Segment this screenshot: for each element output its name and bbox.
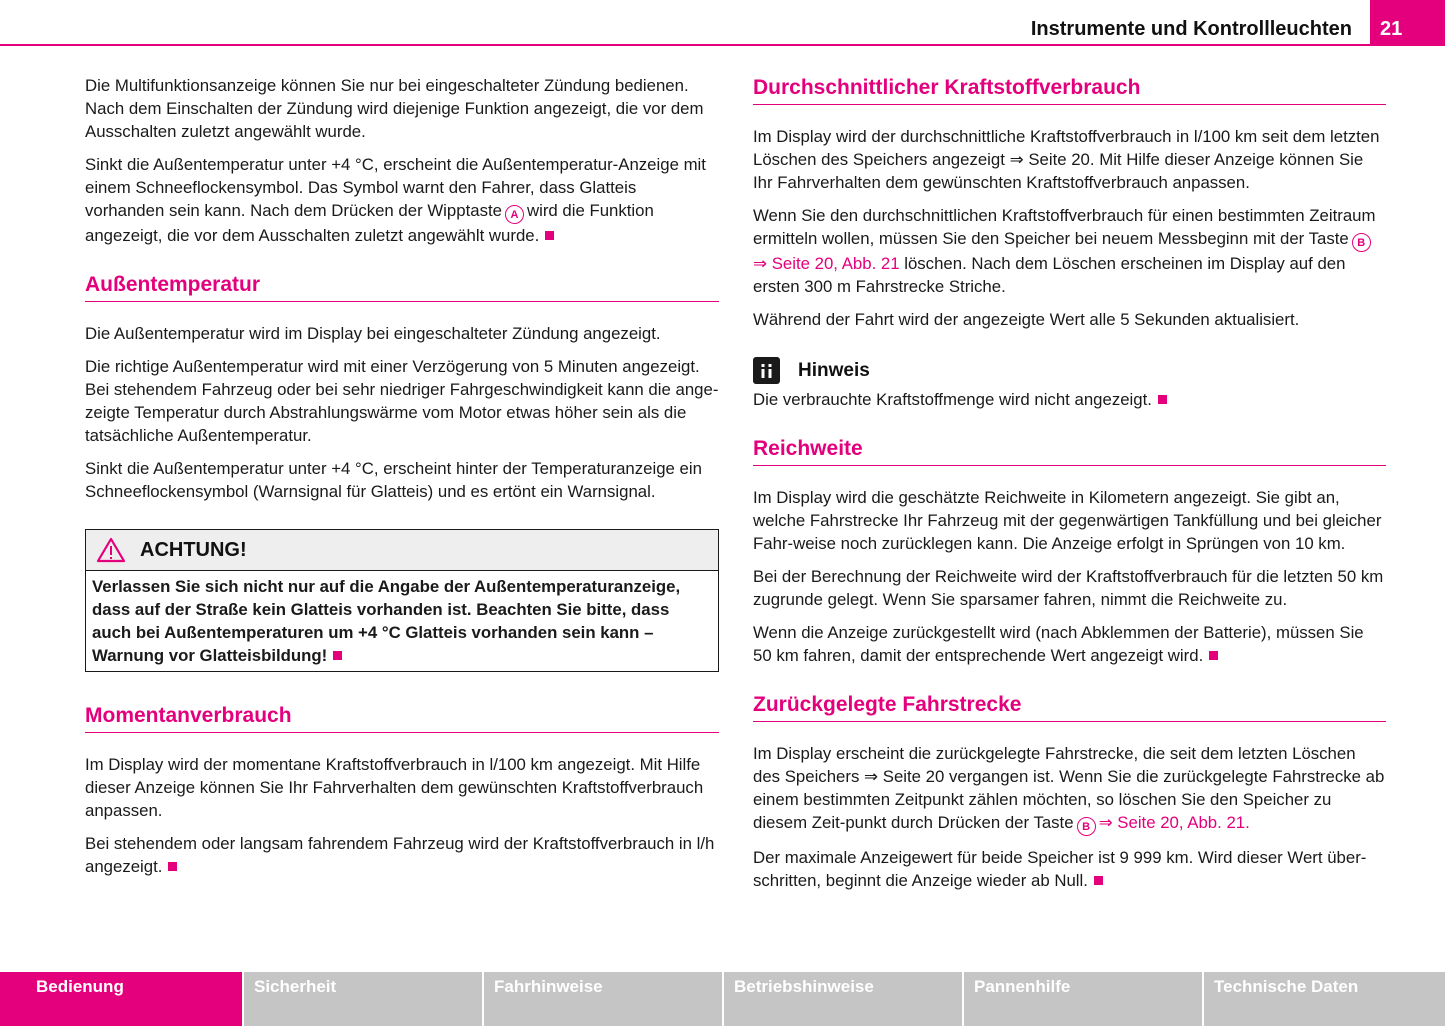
intro-paragraph-1: Die Multifunktionsanzeige können Sie nur bei eingeschalteter Zündung bedienen. Nach dem Einschalten der Zündung wird diejenige Funktion angezeigt, die vor dem Ausschalten zuletzt angewählt wurde.: [85, 76, 704, 141]
arrow-icon: ⇒: [753, 254, 768, 273]
zurueck-paragraph-2-text: Der maximale Anzeigewert für beide Speicher ist 9 999 km. Wird dieser Wert über-schritten, beginnt die Anzeige wieder ab Null.: [753, 848, 1367, 890]
aussen-paragraph-1: Die Außentemperatur wird im Display bei eingeschalteter Zündung angezeigt.: [85, 324, 661, 343]
durch-page-reference: Seite 20: [1028, 150, 1090, 169]
section-end-marker: [1094, 876, 1103, 885]
aussen-paragraph-3: Sinkt die Außentemperatur unter +4 °C, erscheint hinter der Temperaturanzeige ein Schneeflockensymbol (Warnsignal für Glatteis) und es ertönt ein Warnsignal.: [85, 459, 702, 501]
left-column: [85, 74, 719, 888]
arrow-icon: ⇒: [864, 767, 879, 786]
reich-paragraph-3: [753, 621, 1386, 667]
intro-paragraph-2-text-a: Sinkt die Außentemperatur unter +4 °C, erscheint die Außentemperatur-Anzeige mit einem Schneeflockensymbol. Das Symbol warnt den Fahrer, dass Glatteis vorhanden sein kann. Nach dem Drücken der Wipptaste: [85, 155, 706, 220]
heading-aussentemperatur: Außentemperatur: [85, 271, 719, 302]
durch-paragraph-2-text-b: löschen. Nach dem Löschen erscheinen im Display auf den ersten 300 m Fahrstrecke Striche.: [753, 254, 1346, 296]
warning-triangle-icon: [96, 537, 126, 563]
zurueck-paragraph-1-text-b: vergangen ist. Wenn Sie die zurückgelegte Fahrstrecke ab einem bestimmten Zeitpunkt zählen möchten, so löschen Sie den Speicher zu diesem Zeit-punkt durch Drücken der Taste: [753, 767, 1385, 832]
warning-box: [85, 529, 719, 672]
note-paragraph: [753, 388, 1386, 411]
tab-sicherheit[interactable]: Sicherheit: [244, 972, 482, 1026]
info-icon: [753, 357, 780, 384]
zurueck-figure-link[interactable]: ⇒ Seite 20, Abb. 21.: [1098, 813, 1250, 832]
heading-momentanverbrauch: Momentanverbrauch: [85, 702, 719, 733]
tab-technische-daten[interactable]: Technische Daten: [1204, 972, 1445, 1026]
durch-paragraph-1-text-b: . Mit Hilfe dieser Anzeige können Sie Ihr Fahrverhalten dem gewünschten Kraftstoffverbrauch anpassen.: [753, 150, 1364, 192]
moment-paragraph-2: [85, 832, 719, 878]
note-header: [753, 357, 1386, 384]
durch-paragraph-1-text-a: Im Display wird der durchschnittliche Kraftstoffverbrauch in l/100 km seit dem letzten Löschen des Speichers angezeigt: [753, 127, 1380, 169]
key-a-icon: A: [505, 205, 524, 224]
arrow-icon: ⇒: [1098, 813, 1113, 832]
section-end-marker: [1158, 395, 1167, 404]
zurueck-paragraph-1: [753, 742, 1386, 836]
section-end-marker: [1209, 651, 1218, 660]
tab-bedienung[interactable]: Bedienung: [0, 972, 242, 1026]
durch-paragraph-2-text-a: Wenn Sie den durchschnittlichen Kraftstoffverbrauch für einen bestimmten Zeitraum ermitteln wollen, müssen Sie den Speicher bei neuem Messbeginn mit der Taste: [753, 206, 1376, 248]
warning-header: [86, 530, 718, 571]
reich-paragraph-2: Bei der Berechnung der Reichweite wird der Kraftstoffverbrauch für die letzten 50 km zugrunde gelegt. Wenn Sie sparsamer fahren, nimmt die Reichweite zu.: [753, 567, 1384, 609]
arrow-icon: ⇒: [1009, 150, 1024, 169]
page-number: 21: [1370, 0, 1445, 46]
durch-figure-link-text: Seite 20, Abb. 21: [771, 254, 900, 273]
zurueck-paragraph-1-text-a: Im Display erscheint die zurückgelegte Fahrstrecke, die seit dem letzten Löschen des Speichers: [753, 744, 1356, 786]
note-text: Die verbrauchte Kraftstoffmenge wird nicht angezeigt.: [753, 390, 1152, 409]
intro-paragraph-2: [85, 153, 719, 247]
zurueck-page-reference: Seite 20: [882, 767, 945, 786]
right-column: [753, 74, 1386, 902]
tab-fahrhinweise[interactable]: Fahrhinweise: [484, 972, 722, 1026]
durch-paragraph-1: [753, 125, 1386, 194]
aussen-paragraph-2: Die richtige Außentemperatur wird mit einer Verzögerung von 5 Minuten angezeigt. Bei stehendem Fahrzeug oder bei sehr niedriger Fahrgeschwindigkeit kann die ange-zeigte Temperatur durch Abstrahlungswärme vom Motor etwas höher sein als die tatsächliche Außentemperatur.: [85, 357, 719, 445]
note-title: Hinweis: [798, 359, 870, 381]
moment-paragraph-1: Im Display wird der momentane Kraftstoffverbrauch in l/100 km angezeigt. Mit Hilfe dieser Anzeige können Sie Ihr Fahrverhalten dem gewünschten Kraftstoffverbrauch anpassen.: [85, 755, 704, 820]
chapter-title: Instrumente und Kontrollleuchten: [1030, 18, 1352, 40]
moment-paragraph-2-text: Bei stehendem oder langsam fahrendem Fahrzeug wird der Kraftstoffverbrauch in l/h angezeigt.: [85, 834, 715, 876]
tab-betriebshinweise[interactable]: Betriebshinweise: [724, 972, 962, 1026]
durch-paragraph-3: Während der Fahrt wird der angezeigte Wert alle 5 Sekunden aktualisiert.: [753, 310, 1300, 329]
durch-figure-link[interactable]: [753, 254, 900, 273]
warning-title: ACHTUNG!: [140, 538, 247, 561]
tab-pannenhilfe[interactable]: Pannenhilfe: [964, 972, 1202, 1026]
reich-paragraph-1: Im Display wird die geschätzte Reichweite in Kilometern angezeigt. Sie gibt an, welche Fahrstrecke Ihr Fahrzeug mit der gegenwärtigen Tankfüllung und bei gleicher Fahr-weise noch zurücklegen kann. Die Anzeige erfolgt in Sprüngen von 10 km.: [753, 488, 1382, 553]
intro-paragraph-2-text-b: wird die Funktion angezeigt, die vor dem Ausschalten zuletzt angewählt wurde.: [85, 201, 654, 245]
warning-text: Verlassen Sie sich nicht nur auf die Angabe der Außentemperaturanzeige, dass auf der Straße kein Glatteis vorhanden ist. Beachten Sie bitte, dass auch bei Außentemperaturen um +4 °C Glatteis vorhanden sein kann – Warnung vor Glatteisbildung!: [92, 577, 681, 665]
heading-reichweite: Reichweite: [753, 435, 1386, 466]
section-end-marker: [168, 862, 177, 871]
key-b-icon: B: [1352, 233, 1371, 252]
heading-durchschnittsverbrauch: Durchschnittlicher Kraftstoffverbrauch: [753, 74, 1386, 105]
zurueck-figure-link-text: Seite 20, Abb. 21: [1117, 813, 1246, 832]
zurueck-paragraph-2: [753, 846, 1386, 892]
section-end-marker: [333, 651, 342, 660]
key-b-icon: B: [1077, 817, 1096, 836]
footer-tab-bar: [0, 972, 1445, 1026]
section-end-marker: [545, 231, 554, 240]
heading-zurueckgelegte-fahrstrecke: Zurückgelegte Fahrstrecke: [753, 691, 1386, 722]
reich-paragraph-3-text: Wenn die Anzeige zurückgestellt wird (nach Abklemmen der Batterie), müssen Sie 50 km fahren, damit der entsprechende Wert angezeigt wird.: [753, 623, 1364, 665]
header-divider: [0, 44, 1445, 46]
durch-paragraph-2: [753, 204, 1386, 298]
warning-body: [86, 571, 718, 671]
